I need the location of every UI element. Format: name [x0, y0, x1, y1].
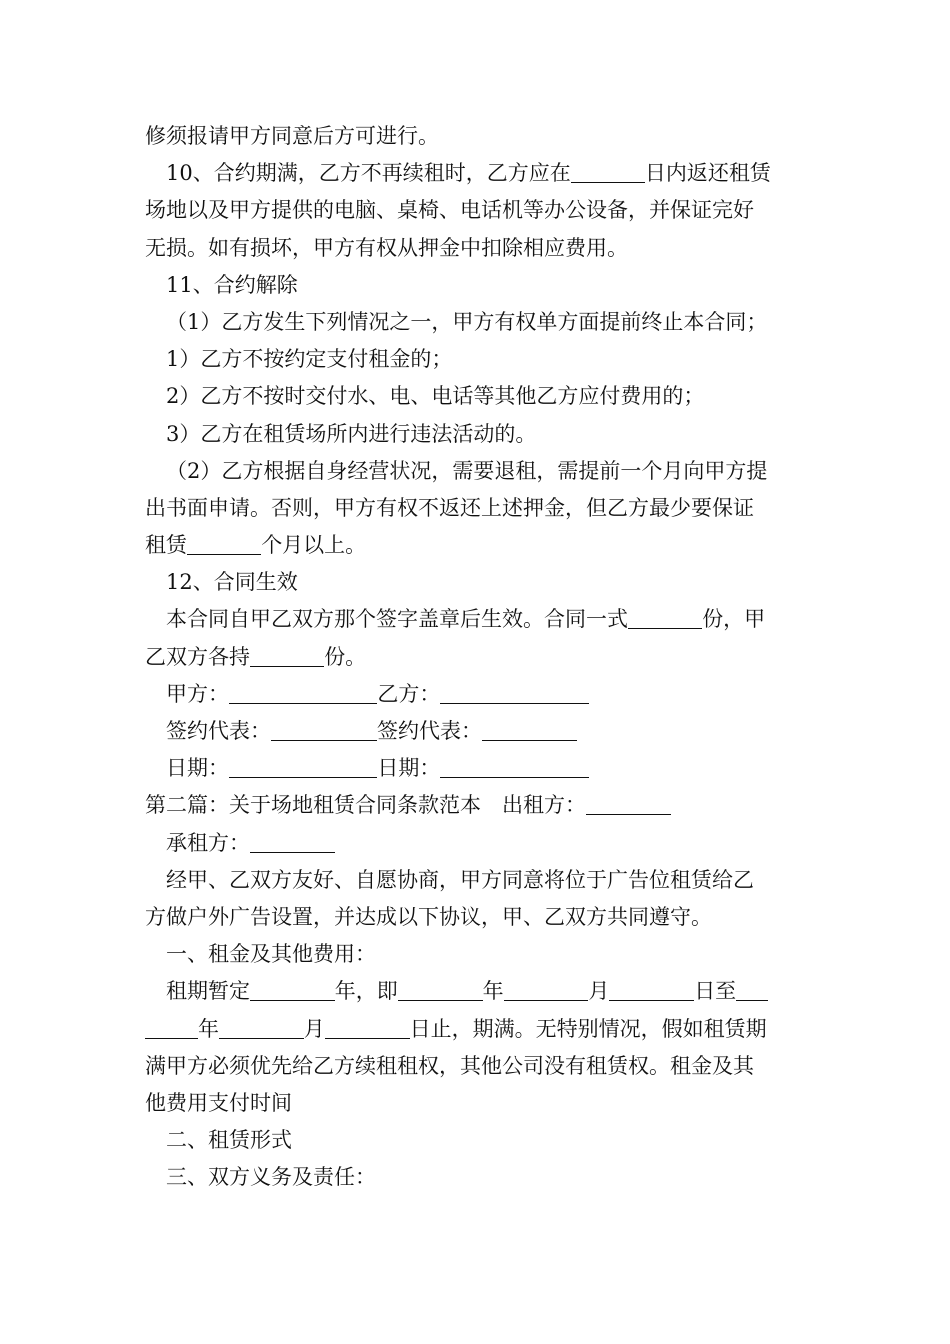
section-heading: [145, 1159, 807, 1196]
text-line: [145, 527, 807, 564]
text-segment: 签约代表：: [377, 719, 482, 743]
text-segment: 日内返还租赁: [644, 161, 771, 186]
section-heading: [145, 1122, 807, 1159]
text-segment: 二、租赁形式: [166, 1128, 292, 1153]
text-segment: 年: [198, 1016, 219, 1041]
text-segment: 乙方：: [377, 681, 441, 706]
fill-in-blank: [440, 753, 588, 778]
text-segment: 租期暂定: [166, 979, 250, 1004]
text-segment: 12、合同生效: [166, 570, 298, 595]
fill-in-blank: [440, 679, 588, 704]
text-line: [145, 899, 807, 936]
text-line: [145, 304, 807, 341]
chapter-title: [145, 787, 807, 824]
text-segment: 修须报请甲方同意后方可进行。: [145, 124, 439, 148]
text-segment: 本合同自甲乙双方那个签字盖章后生效。合同一式: [166, 607, 628, 632]
fill-in-blank: [504, 976, 589, 1001]
text-segment: （2）乙方根据自身经营状况，需要退租，需提前一个月向甲方提: [166, 458, 768, 483]
text-line: [145, 192, 807, 229]
text-segment: 无损。如有损坏，甲方有权从押金中扣除相应费用。: [145, 235, 628, 260]
text-segment: 出书面申请。否则，甲方有权不返还上述押金，但乙方最少要保证: [145, 495, 754, 520]
text-line: [145, 639, 807, 676]
text-segment: 10、合约期满，乙方不再续租时，乙方应在: [166, 161, 571, 186]
text-line: [145, 490, 807, 527]
section-heading: [145, 564, 807, 601]
fill-in-blank: [736, 976, 768, 1001]
text-segment: 年: [482, 979, 504, 1004]
text-segment: 场地以及甲方提供的电脑、桌椅、电话机等办公设备，并保证完好: [145, 198, 754, 223]
fill-in-blank: [271, 716, 377, 741]
section-heading: [145, 267, 807, 304]
fill-in-blank: [586, 790, 671, 815]
signature-representative-line: [145, 713, 807, 750]
fill-in-blank: [609, 976, 694, 1001]
text-segment: 三、双方义务及责任：: [166, 1165, 376, 1190]
text-segment: 11、合约解除: [166, 272, 298, 297]
text-line: [145, 1011, 807, 1048]
fill-in-blank: [571, 158, 645, 183]
text-segment: 方做户外广告设置，并达成以下协议，甲、乙双方共同遵守。: [145, 904, 712, 929]
signature-date-line: [145, 750, 807, 787]
text-segment: 经甲、乙双方友好、自愿协商，甲方同意将位于广告位租赁给乙: [166, 867, 754, 892]
text-segment: 乙双方各持: [145, 644, 250, 669]
list-item: [145, 341, 807, 378]
text-segment: 个月以上。: [261, 533, 367, 558]
fill-in-blank: [219, 1014, 304, 1039]
text-line: [145, 118, 807, 155]
text-segment: 日期：: [377, 756, 441, 781]
text-line: [145, 601, 807, 638]
list-item: [145, 378, 807, 415]
text-segment: （1）乙方发生下列情况之一，甲方有权单方面提前终止本合同；: [166, 309, 768, 334]
lessee-line: [145, 825, 807, 862]
text-line: [145, 155, 807, 192]
text-segment: 2）乙方不按时交付水、电、电话等其他乙方应付费用的；: [166, 384, 705, 409]
fill-in-blank: [398, 976, 483, 1001]
text-line: [145, 973, 807, 1010]
fill-in-blank: [145, 1014, 198, 1039]
section-heading: [145, 936, 807, 973]
text-segment: 日止，期满。无特别情况，假如租赁期: [409, 1016, 767, 1041]
text-segment: 甲方：: [166, 681, 229, 706]
text-segment: 租赁: [145, 533, 187, 558]
text-segment: 他费用支付时间: [145, 1090, 292, 1115]
text-segment: 第二篇：关于场地租赁合同条款范本 出租方：: [145, 793, 586, 818]
text-segment: 份，甲: [702, 607, 766, 632]
list-item: [145, 416, 807, 453]
text-line: [145, 862, 807, 899]
fill-in-blank: [250, 828, 335, 853]
text-segment: 年，即: [334, 979, 398, 1004]
contract-text: [145, 118, 807, 1196]
fill-in-blank: [250, 642, 324, 667]
text-line: [145, 1085, 807, 1122]
text-segment: 日期：: [166, 756, 229, 781]
text-segment: 签约代表：: [166, 719, 271, 743]
text-line: [145, 1048, 807, 1085]
text-segment: 月: [588, 979, 610, 1004]
text-segment: 月: [303, 1016, 325, 1041]
fill-in-blank: [482, 716, 577, 741]
text-segment: 份。: [324, 644, 367, 669]
fill-in-blank: [325, 1014, 410, 1039]
text-segment: 满甲方必须优先给乙方续租租权，其他公司没有租赁权。租金及其: [145, 1053, 754, 1078]
fill-in-blank: [250, 976, 335, 1001]
text-line: [145, 453, 807, 490]
fill-in-blank: [187, 530, 261, 555]
signature-party-line: [145, 676, 807, 713]
text-segment: 一、租金及其他费用：: [166, 942, 376, 967]
fill-in-blank: [229, 679, 377, 704]
fill-in-blank: [229, 753, 377, 778]
text-line: [145, 230, 807, 267]
text-segment: 3）乙方在租赁场所内进行违法活动的。: [166, 421, 537, 446]
text-segment: 1）乙方不按约定支付租金的；: [166, 347, 453, 372]
text-segment: 日至: [694, 979, 737, 1004]
text-segment: 承租方：: [166, 830, 250, 855]
fill-in-blank: [628, 604, 702, 629]
